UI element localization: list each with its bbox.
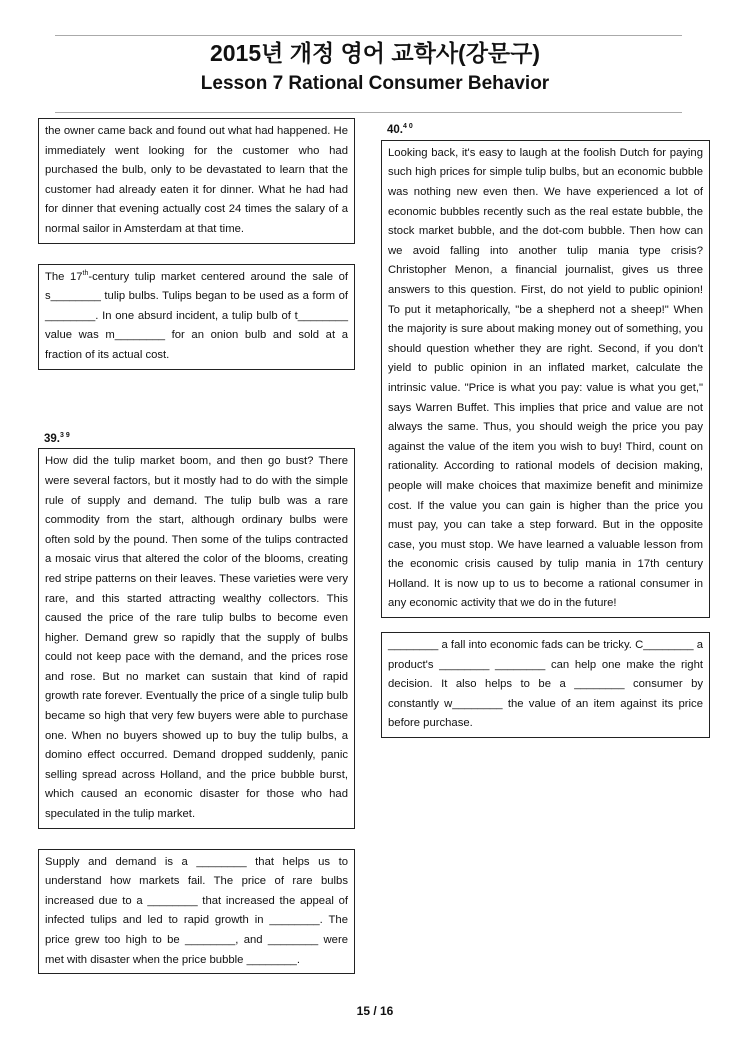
lesson-title: Lesson 7 Rational Consumer Behavior: [200, 73, 550, 94]
summary-fill-in-39: Supply and demand is a ________ that helps us to understand how markets fail. The price of rare bulbs increased due to a ________ that increased the appeal of infected tulips and led to rapid growth in ________. The price grew too high to be ________, and ________ were met with disaster when the price bubble ________.: [38, 849, 355, 975]
passage-40: Looking back, it's easy to laugh at the foolish Dutch for paying such high prices for simple tulip bulbs, but an economic bubble was nothing new even then. We have experienced a lot of economic bubbles recently such as the real estate bubble, the stock market bubble, and the dot-com bubble. Then how can we avoid falling into another tulip mania type crisis? Christopher Menon, a financial journalist, gives us three answers to this question. First, do not yield to public opinion! To put it metaphorically, "be a shepherd not a sheep!" When the majority is sure about making money out of something, you should question whether they are right. Second, if you don't yield to public opinion in an inflated market, calculate the intrinsic value. "Price is what you pay: value is what you get," says Warren Buffet. This implies that price and value are not always the same. Thus, you should weigh the price you pay against the value of the item you wish to buy! Third, count on rationality. According to rational models of decision making, people will make choices that maximize benefit and minimize cost. If the value you can gain is higher than the price you must pay, you can take a step forward. But in the opposite case, you must stop. We have learned a valuable lesson from the economic crisis caused by tulip mania in 17th century Holland. It is now up to us to become a rational consumer in any economic activity that we do in the future!: [381, 140, 710, 618]
page-title: 2015년 개정 영어 교학사(강문구): [209, 40, 541, 66]
summary-text: -century tulip market centered around the sale of s________ tulip bulbs. Tulips began to be used as a form of ________. In one absurd incident, a tulip bulb of t________ value was m________ for an onion bulb and sold at a fraction of its actual cost.: [45, 270, 349, 361]
passage-continuation: the owner came back and found out what had happened. He immediately went looking for the customer who had purchased the bulb, only to be devastated to learn that the customer had already eaten it for dinner. What he had had for dinner that evening actually cost 24 times the salary of a normal sailor in Amsterdam at that time.: [38, 118, 355, 244]
passage-39: How did the tulip market boom, and then go bust? There were several factors, but it mostly had to do with the simple rule of supply and demand. The tulip bulb was a rare commodity from the start, although ordinary bulbs were often sold by the pound. Then some of the tulips contracted a mosaic virus that altered the color of the blooms, creating red stripe patterns on their leaves. These varieties were very rare, and this started attracting wealthy collectors. This caused the price of the rare tulip bulbs to become even higher. Demand grew so rapidly that the supply of bulbs could not keep pace with the demand, and the prices rose and rose. But no market can sustain that kind of rapid growth rate forever. Eventually the price of a single tulip bulb became so high that very few buyers were able to purchase one. When no buyers showed up to buy the tulip bulbs, a domino effect occurred. Demand dropped suddenly, panic selling spread across Holland, and the price bubble burst, which caused an economic disaster for those who had speculated in the tulip market.: [38, 448, 355, 828]
header-divider: [55, 112, 682, 113]
question-39-label: 39.39: [44, 431, 72, 445]
right-column: [381, 119, 710, 738]
question-40-label: 40.40: [387, 123, 415, 136]
left-column: [38, 118, 355, 974]
summary-fill-in-1: [38, 264, 355, 370]
page-number: 15 / 16: [356, 1004, 394, 1018]
summary-fill-in-40: ________ a fall into economic fads can be tricky. C________ a product's ________ ________ can help one make the right decision. It also helps to be a ________ consumer by constantly w________ the value of an item against its price before purchase.: [381, 632, 710, 738]
superscript: th: [82, 269, 89, 277]
summary-text: The 17: [45, 270, 83, 283]
top-divider: [55, 35, 682, 36]
